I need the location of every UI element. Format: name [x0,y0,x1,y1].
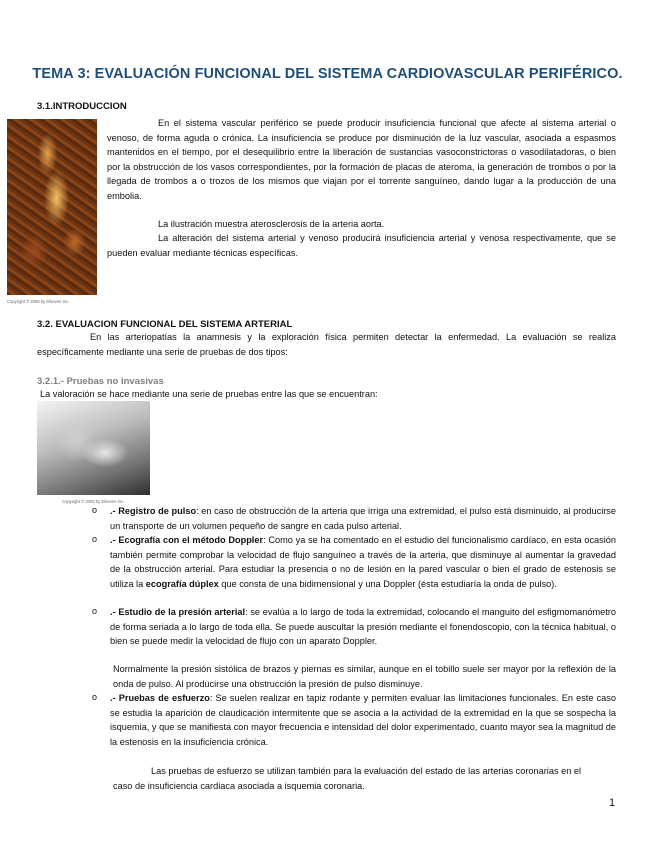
aorta-atherosclerosis-image [7,119,97,295]
bullet-marker: o [92,606,98,616]
image-copyright: Copyright © 2005 by Elsevier Inc. [7,299,70,304]
bullet-marker: o [92,505,98,515]
arterial-paragraph: En las arteriopatías la anamnesis y la exploración física permiten detectar la enfermedad. La evaluación se realiza específicamente mediante una serie de pruebas de dos tipos: [37,332,616,357]
item-text: : se evalúa a lo largo de toda la extremidad, colocando el manguito del esfigmomanómetro de forma seriada a lo largo de toda ella. Se puede auscultar la presión mediante el fonendoscopio, con la técnica habitual, o bien se puede medir la velocidad de flujo con un aparato Doppler. [110,607,616,647]
list-item-pressure [110,605,616,649]
bullet-marker: o [92,692,98,702]
item-bold-term: ecografía dúplex [145,578,219,589]
page-number: 1 [609,797,616,809]
item-title: .- Estudio de la presión arterial [110,607,246,617]
illustration-caption: La ilustración muestra aterosclerosis de la arteria aorta. [158,219,385,229]
image-copyright-2: Copyright © 2005 by Elsevier Inc. [62,499,125,504]
pulse-exam-image [37,401,150,495]
section-heading-intro: 3.1.INTRODUCCION [37,101,127,112]
item-title: .- Ecografía con el método Doppler [110,535,264,545]
section-heading-arterial: 3.2. EVALUACION FUNCIONAL DEL SISTEMA ARTERIAL [37,319,293,330]
item-text: : Se suelen realizar en tapiz rodante y permiten evaluar las limitaciones funcionales. En este caso se estudia la aparición de claudicación intermitente que se asocia a la actividad de la extremidad en la que se sospecha la isquemia, y que se manifiesta con mayor frecuencia e intensidad del dolor experimentado, cuanto mayor sea la magnitud de la estenosis en la insuficiencia crónica. [110,693,616,747]
item-text: : en caso de obstrucción de la arteria que irriga una extremidad, el pulso está disminuido, al producirse un transporte de un volumen pequeño de sangre en cada pulso arterial. [110,506,617,531]
list-item-stress-test [110,691,616,749]
item-title: .- Registro de pulso [110,506,197,516]
item-text: : Como ya se ha comentado en el estudio del funcionalismo cardíaco, en esta ocasión también permite comprobar la velocidad de flujo sanguíneo a través de la arteria, que disminuye al aumentar la gravedad de la obstrucción arterial. Para estudiar la presencia o no de lesión en la pared vascular o bien el grado de estenosis se utiliza la [110,535,617,589]
pressure-note: Normalmente la presión sistólica de brazos y piernas es similar, aunque en el tobillo suele ser mayor por la reflexión de la onda de pulso. Al producirse una obstrucción la presión de pulso disminuye. [113,664,616,689]
list-item-pulse [110,504,616,533]
list-item-doppler [110,533,616,591]
intro-paragraph: En el sistema vascular periférico se puede producir insuficiencia funcional que afecte al sistema arterial o venoso, de forma aguda o crónica. La insuficiencia se produce por disminución de la luz vascular, asociada a espasmos mantenidos en el tiempo, por el desequilibrio entre la liberación de sustancias vasoconstrictoras o vasodilatadoras, o bien por la obstrucción de los vasos correspondientes, por la formación de placas de ateroma, la generación de trombos o por la llegada de trombos a o trozos de los mismos que viajan por el torrente sanguíneo, dando lugar a la producción de una embolia. [107,118,616,201]
page-title: TEMA 3: EVALUACIÓN FUNCIONAL DEL SISTEMA CARDIOVASCULAR PERIFÉRICO. [32,66,623,82]
bullet-marker: o [92,534,98,544]
item-text-continued: que consta de una bidimensional y una Doppler (ésta estudiaría la onda de pulso). [218,578,557,589]
subheading-non-invasive: 3.2.1.- Pruebas no invasivas [37,376,164,387]
item-title: .- Pruebas de esfuerzo [110,693,210,703]
closing-paragraph: Las pruebas de esfuerzo se utilizan también para la evaluación del estado de las arterias coronarias en el caso de insuficiencia cardiaca asociada a isquemia coronaria. [113,766,582,791]
tests-intro: La valoración se hace mediante una serie de pruebas entre las que se encuentran: [40,389,378,399]
alteration-paragraph: La alteración del sistema arterial y venoso producirá insuficiencia arterial y venosa respectivamente, que se pueden evaluar mediante técnicas específicas. [107,233,616,258]
